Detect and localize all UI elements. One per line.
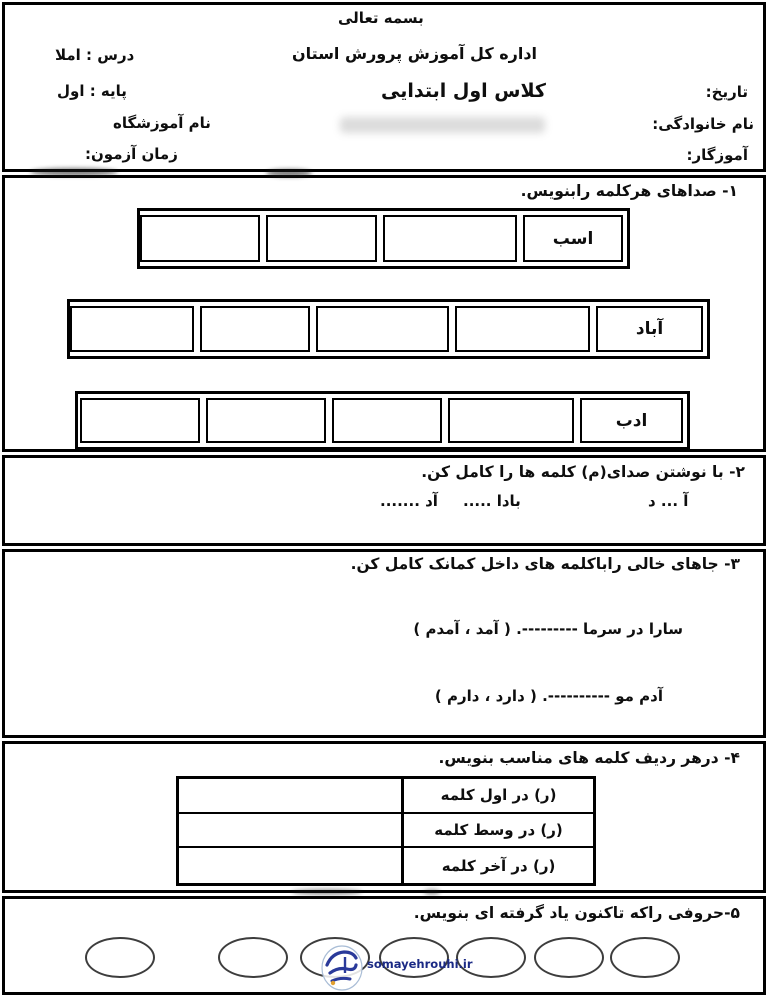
section-3-box	[2, 549, 766, 738]
q4-row-label	[401, 848, 593, 883]
class-title: کلاس اول ابتدایی	[381, 80, 546, 102]
question-3-heading: ۳- جاهای خالی راباکلمه های داخل کمانک کامل کن.	[350, 555, 740, 573]
exam-time-label: زمان آزمون:	[85, 145, 178, 163]
scan-smudge	[266, 169, 312, 177]
blurred-watermark-remnant	[340, 117, 545, 133]
organization-title: اداره کل آموزش پرورش استان	[292, 44, 538, 63]
q4-answer-table	[176, 776, 596, 886]
q1-empty-sound-cell	[200, 306, 310, 352]
date-label: تاریخ:	[705, 83, 748, 101]
last-name-label: نام خانوادگی:	[652, 115, 754, 133]
question-5-heading: ۵-حروفی راکه تاکنون یاد گرفته ای بنویس.	[413, 904, 740, 922]
q1-word-cell	[596, 306, 703, 352]
q1-empty-sound-cell	[140, 215, 260, 262]
grade-label: پایه : اول	[57, 82, 127, 100]
q1-sound-row	[137, 208, 630, 269]
q1-sound-row	[75, 391, 690, 450]
watermark-site-text: somayehrouhi.ir	[367, 957, 473, 971]
bismillah-text: بسمه تعالی	[338, 9, 424, 27]
q3-sentence: آدم مو ----------. ( دارد ، دارم )	[434, 687, 663, 705]
q1-empty-sound-cell	[332, 398, 442, 443]
q1-empty-sound-cell	[383, 215, 517, 262]
question-1-heading: ۱- صداهای هرکلمه رابنویس.	[520, 182, 738, 200]
scan-smudge	[292, 889, 362, 895]
question-2-heading: ۲- با نوشتن صدای(م) کلمه ها را کامل کن.	[421, 463, 745, 481]
q1-empty-sound-cell	[316, 306, 449, 352]
q5-letter-oval	[610, 937, 680, 978]
q4-answer-cell	[179, 814, 401, 849]
scan-smudge	[424, 889, 440, 895]
q2-fill-item: بادا .....	[463, 492, 521, 510]
q1-empty-sound-cell	[80, 398, 200, 443]
q4-row-label-text: (ر) در اول کلمه	[440, 786, 557, 805]
lesson-label: درس : املا	[55, 46, 135, 64]
q5-letter-oval	[218, 937, 288, 978]
q3-sentence: سارا در سرما ---------. ( آمد ، آمدم )	[413, 620, 683, 638]
scan-smudge	[30, 168, 118, 176]
q1-sound-row	[67, 299, 710, 359]
q4-answer-cell	[179, 779, 401, 814]
q1-word-text: آباد	[635, 319, 664, 339]
school-name-label: نام آموزشگاه	[113, 114, 211, 132]
q1-empty-sound-cell	[70, 306, 194, 352]
question-4-heading: ۴- درهر ردیف کلمه های مناسب بنویس.	[438, 749, 740, 767]
q1-empty-sound-cell	[266, 215, 377, 262]
q2-fill-item: آد .......	[380, 492, 438, 510]
q1-word-cell	[580, 398, 683, 443]
q4-row-label-text: (ر) در آخر کلمه	[441, 856, 556, 875]
q1-word-text: ادب	[615, 410, 648, 431]
q1-empty-sound-cell	[206, 398, 326, 443]
q2-fill-item: آ ... د	[648, 492, 689, 510]
q1-empty-sound-cell	[448, 398, 574, 443]
q1-word-cell	[523, 215, 623, 262]
q1-word-text: اسب	[552, 228, 594, 249]
watermark-logo-icon	[320, 943, 364, 993]
q4-row-label	[401, 779, 593, 814]
teacher-label: آموزگار:	[686, 146, 748, 164]
q4-row-label	[401, 814, 593, 849]
q1-empty-sound-cell	[455, 306, 590, 352]
q4-answer-cell	[179, 848, 401, 883]
q4-row-label-text: (ر) در وسط کلمه	[434, 820, 563, 839]
q5-letter-oval	[534, 937, 604, 978]
q5-letter-oval	[85, 937, 155, 978]
